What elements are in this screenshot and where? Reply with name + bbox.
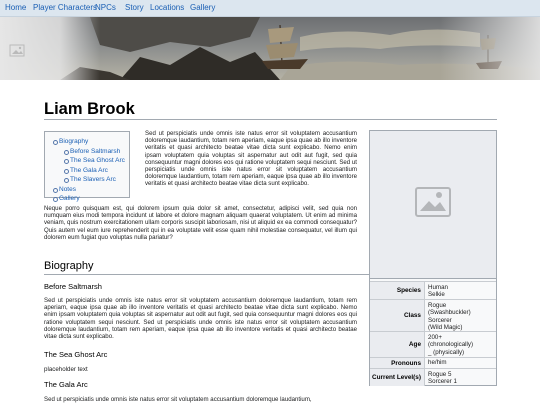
toc-item-gala-arc[interactable]: The Gala Arc — [51, 166, 129, 176]
infobox-row-class — [370, 299, 496, 331]
before-saltmarsh-text: Sed ut perspiciatis unde omnis iste natus error sit voluptatem accusantium doloremque laudantium, totam rem aperiam, eaque ipsa quae ab illo inventore veritatis et quasi architecto beatae vitae dicta sunt explicabo. Nemo enim ipsam voluptatem quia voluptas sit aspernatur aut odit aut fugit, sed quia consequuntur magni dolores eos qui ratione voluptatem sequi nesciunt. Sed ut perspiciatis unde omnis iste natus error sit voluptatem accusantium doloremque laudantium, totam rem aperiam, eaque ipsa quae ab illo inventore veritatis et quasi architecto beatae vitae dicta sunt explicabo. — [44, 297, 357, 341]
title-divider — [44, 119, 497, 120]
age-line-2: (chronologically) — [428, 341, 474, 349]
toc-item-biography[interactable]: Biography — [51, 137, 129, 147]
intro-paragraph-1: Sed ut perspiciatis unde omnis iste natus error sit voluptatem accusantium doloremque laudantium, totam rem aperiam, eaque ipsa quae ab illo inventore veritatis et quasi architecto beatae vitae dicta sunt explicabo. Nemo enim ipsam voluptatem quia voluptas sit aspernatur aut odit aut fugit, sed quia consequuntur magni dolores eos qui ratione voluptatem sequi nesciunt. Sed ut perspiciatis unde omnis iste natus error sit voluptatem accusantium doloremque laudantium, totam rem aperiam, eaque ipsa quae ab illo inventore veritatis et quasi architecto beatae vitae dicta sunt explicabo. — [145, 130, 357, 188]
section-heading-biography: Biography — [44, 260, 94, 272]
class-line-4: (Wild Magic) — [428, 323, 463, 331]
table-of-contents — [44, 131, 130, 202]
age-line-3: _ (physically) — [428, 348, 465, 356]
level-line-2: Sorcerer 1 — [428, 378, 457, 386]
age-line-1: 200+ — [428, 334, 442, 341]
infobox-value — [428, 371, 494, 386]
section-divider — [44, 274, 370, 275]
toc-item-notes[interactable]: Notes — [51, 185, 129, 195]
toc-item-sea-ghost-arc[interactable]: The Sea Ghost Arc — [51, 156, 129, 166]
nav-player-characters-link[interactable]: Player Characters — [33, 3, 98, 12]
subsection-heading-sea-ghost-arc: The Sea Ghost Arc — [44, 350, 108, 359]
character-portrait-placeholder — [370, 131, 496, 279]
infobox-row-current-level — [370, 368, 496, 386]
nav-locations-link[interactable]: Locations — [150, 3, 185, 12]
page-title: Liam Brook — [44, 100, 135, 118]
infobox-row-pronouns — [370, 357, 496, 368]
species-line-1: Human — [428, 284, 448, 291]
header-banner-image — [0, 17, 540, 80]
top-nav-bar — [0, 0, 540, 17]
nav-story-link[interactable]: Story — [125, 3, 144, 12]
subsection-heading-gala-arc: The Gala Arc — [44, 380, 88, 389]
gala-arc-text: Sed ut perspiciatis unde omnis iste natus error sit voluptatem accusantium doloremque laudantium, — [44, 396, 312, 403]
infobox-label: Pronouns — [370, 358, 425, 368]
nav-home-link[interactable]: Home — [5, 3, 27, 12]
character-infobox — [369, 130, 497, 386]
nav-gallery-link[interactable]: Gallery — [190, 3, 216, 12]
infobox-row-age — [370, 331, 496, 357]
infobox-value: he/him — [428, 359, 447, 366]
infobox-row-species — [370, 281, 496, 299]
class-line-3: Sorcerer — [428, 316, 452, 324]
subsection-heading-before-saltmarsh: Before Saltmarsh — [44, 282, 102, 291]
infobox-label: Class — [370, 300, 425, 331]
infobox-label: Current Level(s) — [370, 369, 425, 386]
infobox-label: Species — [370, 282, 425, 299]
class-line-2: (Swashbuckler) — [428, 309, 471, 317]
toc-item-before-saltmarsh[interactable]: Before Saltmarsh — [51, 147, 129, 157]
sea-ghost-arc-text: placeholder text — [44, 366, 88, 373]
toc-item-gallery[interactable]: Gallery — [51, 194, 129, 204]
infobox-label: Age — [370, 332, 425, 357]
intro-paragraph-2: Neque porro quisquam est, qui dolorem ipsum quia dolor sit amet, consectetur, adipisci velit, sed quia non numquam eius modi tempora incidunt ut labore et dolore magnam aliquam quaerat voluptatem. Ut enim ad minima veniam, quis nostrum exercitationem ullam corporis suscipit laboriosam, nisi ut aliquid ex ea commodi consequatur? Quis autem vel eum iure reprehenderit qui in ea voluptate velit esse quam nihil molestiae consequatur, vel illum qui dolorem eum fugiat quo voluptas nulla pariatur? — [44, 205, 357, 241]
nav-npcs-link[interactable]: NPCs — [95, 3, 116, 12]
level-line-1: Rogue 5 — [428, 371, 452, 378]
infobox-value — [428, 334, 494, 356]
toc-item-slavers-arc[interactable]: The Slavers Arc — [51, 175, 129, 185]
class-line-1: Rogue — [428, 302, 447, 309]
infobox-value — [428, 284, 494, 299]
infobox-value — [428, 302, 494, 331]
species-line-2: Selkie — [428, 291, 445, 299]
image-placeholder-icon — [415, 187, 451, 217]
